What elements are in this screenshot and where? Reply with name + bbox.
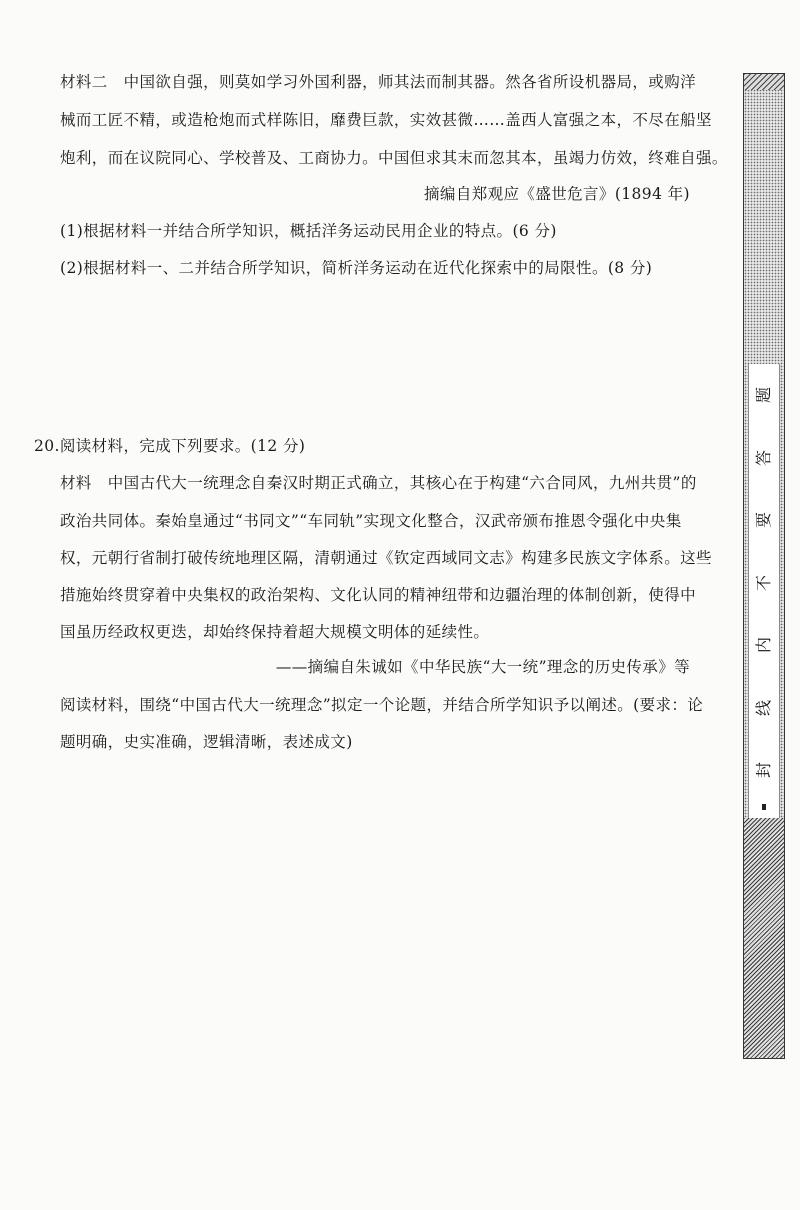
material2-line-2: 械而工匠不精，或造枪炮而式样陈旧，靡费巨款，实效甚微……盖西人富强之本，不尽在船坚: [60, 111, 712, 129]
seal-char-2: 答: [753, 449, 773, 466]
seal-char-1: 题: [753, 386, 773, 404]
material2-line-3: 炮利，而在议院同心、学校普及、工商协力。中国但求其末而忽其本，虽竭力仿效，终难自强。: [60, 149, 728, 167]
strip-hatch-bottom: [744, 818, 784, 1058]
q20-task-line-1: 阅读材料，围绕“中国古代大一统理念”拟定一个论题，并结合所学知识予以阐述。(要求：论: [60, 696, 704, 714]
q20-material-line-1: 材料 中国古代大一统理念自秦汉时期正式确立，其核心在于构建“六合同风，九州共贯”的: [60, 474, 697, 492]
strip-hatch-top: [744, 74, 784, 90]
material2-line-1: 材料二 中国欲自强，则莫如学习外国利器，师其法而制其器。然各省所设机器局，或购洋: [60, 73, 697, 91]
seal-warning-label: [748, 364, 780, 864]
q20-source: ——摘编自朱诚如《中华民族“大一统”理念的历史传承》等: [275, 658, 690, 676]
seal-char-4: 不: [753, 574, 773, 591]
q20-material-line-3: 权，元朝行省制打破传统地理区隔，清朝通过《钦定西域同文志》构建多民族文字体系。这些: [60, 549, 712, 567]
q20-material-line-4: 措施始终贯穿着中央集权的政治架构、文化认同的精神纽带和边疆治理的体制创新，使得中: [60, 586, 697, 604]
question-20-header: 20.阅读材料，完成下列要求。(12 分): [34, 437, 306, 455]
seal-char-7: 封: [753, 762, 773, 779]
seal-char-3: 要: [753, 512, 773, 529]
q20-task-line-2: 题明确，史实准确，逻辑清晰，表述成文): [60, 733, 353, 751]
question-1: (1)根据材料一并结合所学知识，概括洋务运动民用企业的特点。(6 分): [60, 222, 557, 240]
seal-char-5: 内: [753, 637, 773, 654]
q20-material-line-5: 国虽历经政权更迭，却始终保持着超大规模文明体的延续性。: [60, 623, 490, 641]
material2-source: 摘编自郑观应《盛世危言》(1894 年): [424, 185, 690, 203]
q20-material-line-2: 政治共同体。秦始皇通过“书同文”“车同轨”实现文化整合，汉武帝颁布推恩令强化中央集: [60, 512, 682, 530]
question-2: (2)根据材料一、二并结合所学知识，简析洋务运动在近代化探索中的局限性。(8 分): [60, 259, 653, 277]
seal-char-6: 线: [753, 699, 773, 716]
seal-line-strip: [743, 73, 785, 1059]
